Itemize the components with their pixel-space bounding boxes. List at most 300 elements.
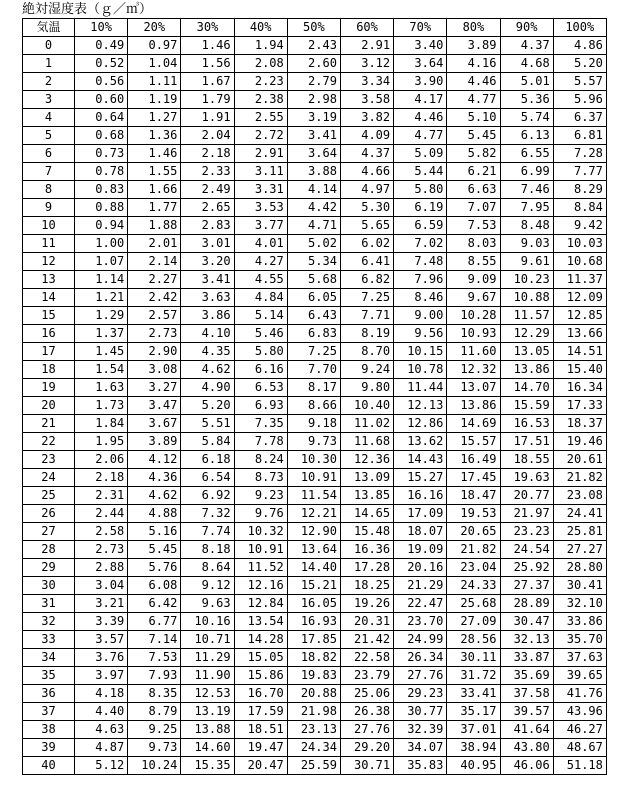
humidity-value-cell: 18.82 [287,649,340,667]
humidity-value-cell: 7.28 [553,145,606,163]
humidity-value-cell: 3.86 [181,307,234,325]
temperature-cell: 7 [23,163,75,181]
temperature-header: 気温 [23,19,75,37]
humidity-value-cell: 1.79 [181,91,234,109]
humidity-value-cell: 8.46 [394,289,447,307]
humidity-value-cell: 3.88 [287,163,340,181]
table-row [23,577,607,595]
humidity-value-cell: 8.17 [287,379,340,397]
humidity-value-cell: 4.86 [553,37,606,55]
humidity-header-cell: 10% [75,19,128,37]
temperature-cell: 19 [23,379,75,397]
humidity-value-cell: 1.77 [128,199,181,217]
humidity-value-cell: 17.09 [394,505,447,523]
humidity-value-cell: 0.64 [75,109,128,127]
humidity-value-cell: 3.08 [128,361,181,379]
temperature-cell: 33 [23,631,75,649]
humidity-value-cell: 5.84 [181,433,234,451]
humidity-value-cell: 9.09 [447,271,500,289]
humidity-value-cell: 4.40 [75,703,128,721]
humidity-value-cell: 18.47 [447,487,500,505]
humidity-value-cell: 4.01 [234,235,287,253]
humidity-value-cell: 11.02 [340,415,393,433]
temperature-cell: 27 [23,523,75,541]
humidity-value-cell: 4.36 [128,469,181,487]
humidity-value-cell: 0.68 [75,127,128,145]
temperature-cell: 28 [23,541,75,559]
humidity-value-cell: 32.10 [553,595,606,613]
humidity-value-cell: 4.90 [181,379,234,397]
humidity-value-cell: 13.09 [340,469,393,487]
humidity-value-cell: 7.96 [394,271,447,289]
humidity-value-cell: 3.34 [340,73,393,91]
temperature-cell: 18 [23,361,75,379]
humidity-value-cell: 24.54 [500,541,553,559]
humidity-value-cell: 15.57 [447,433,500,451]
humidity-value-cell: 2.91 [340,37,393,55]
humidity-value-cell: 4.37 [340,145,393,163]
table-row [23,397,607,415]
humidity-value-cell: 2.79 [287,73,340,91]
temperature-cell: 30 [23,577,75,595]
humidity-value-cell: 13.19 [181,703,234,721]
humidity-value-cell: 14.70 [500,379,553,397]
humidity-value-cell: 24.34 [287,739,340,757]
temperature-cell: 26 [23,505,75,523]
humidity-value-cell: 4.97 [340,181,393,199]
humidity-value-cell: 7.32 [181,505,234,523]
humidity-value-cell: 11.54 [287,487,340,505]
table-row [23,343,607,361]
humidity-value-cell: 14.43 [394,451,447,469]
humidity-value-cell: 1.55 [128,163,181,181]
humidity-value-cell: 23.13 [287,721,340,739]
table-row [23,289,607,307]
temperature-cell: 1 [23,55,75,73]
humidity-value-cell: 27.76 [340,721,393,739]
humidity-value-cell: 5.57 [553,73,606,91]
humidity-value-cell: 7.53 [128,649,181,667]
humidity-value-cell: 4.16 [447,55,500,73]
humidity-value-cell: 7.46 [500,181,553,199]
humidity-value-cell: 2.08 [234,55,287,73]
humidity-value-cell: 5.36 [500,91,553,109]
humidity-value-cell: 10.16 [181,613,234,631]
humidity-value-cell: 2.65 [181,199,234,217]
humidity-value-cell: 12.16 [234,577,287,595]
humidity-value-cell: 1.21 [75,289,128,307]
humidity-value-cell: 5.80 [394,181,447,199]
humidity-value-cell: 15.59 [500,397,553,415]
humidity-value-cell: 9.00 [394,307,447,325]
humidity-value-cell: 8.73 [234,469,287,487]
humidity-value-cell: 14.28 [234,631,287,649]
humidity-value-cell: 3.64 [394,55,447,73]
humidity-value-cell: 2.27 [128,271,181,289]
humidity-value-cell: 7.48 [394,253,447,271]
humidity-value-cell: 21.82 [553,469,606,487]
humidity-value-cell: 12.85 [553,307,606,325]
humidity-value-cell: 5.02 [287,235,340,253]
humidity-value-cell: 7.95 [500,199,553,217]
table-row [23,505,607,523]
humidity-value-cell: 9.25 [128,721,181,739]
table-row [23,199,607,217]
temperature-cell: 8 [23,181,75,199]
humidity-value-cell: 11.90 [181,667,234,685]
humidity-value-cell: 17.85 [287,631,340,649]
humidity-value-cell: 21.98 [287,703,340,721]
humidity-value-cell: 10.23 [500,271,553,289]
humidity-value-cell: 15.21 [287,577,340,595]
humidity-value-cell: 19.46 [553,433,606,451]
humidity-value-cell: 40.95 [447,757,500,775]
humidity-value-cell: 5.76 [128,559,181,577]
temperature-cell: 31 [23,595,75,613]
humidity-value-cell: 32.13 [500,631,553,649]
humidity-value-cell: 4.17 [394,91,447,109]
table-row [23,757,607,775]
humidity-value-cell: 0.97 [128,37,181,55]
humidity-value-cell: 5.20 [181,397,234,415]
humidity-value-cell: 14.65 [340,505,393,523]
humidity-value-cell: 2.06 [75,451,128,469]
temperature-cell: 21 [23,415,75,433]
humidity-value-cell: 27.37 [500,577,553,595]
humidity-value-cell: 16.93 [287,613,340,631]
table-row [23,685,607,703]
humidity-value-cell: 17.33 [553,397,606,415]
humidity-value-cell: 3.82 [340,109,393,127]
humidity-value-cell: 5.96 [553,91,606,109]
humidity-value-cell: 1.07 [75,253,128,271]
humidity-value-cell: 5.14 [234,307,287,325]
humidity-value-cell: 9.23 [234,487,287,505]
humidity-value-cell: 4.63 [75,721,128,739]
humidity-value-cell: 12.21 [287,505,340,523]
humidity-value-cell: 8.55 [447,253,500,271]
humidity-value-cell: 8.03 [447,235,500,253]
humidity-value-cell: 17.28 [340,559,393,577]
humidity-value-cell: 4.55 [234,271,287,289]
humidity-value-cell: 1.66 [128,181,181,199]
humidity-value-cell: 15.48 [340,523,393,541]
table-row [23,181,607,199]
humidity-value-cell: 9.42 [553,217,606,235]
humidity-value-cell: 20.65 [447,523,500,541]
humidity-value-cell: 2.42 [128,289,181,307]
humidity-value-cell: 3.20 [181,253,234,271]
humidity-value-cell: 2.38 [234,91,287,109]
humidity-value-cell: 12.84 [234,595,287,613]
table-row [23,487,607,505]
humidity-value-cell: 3.53 [234,199,287,217]
humidity-value-cell: 0.52 [75,55,128,73]
temperature-cell: 4 [23,109,75,127]
humidity-value-cell: 9.80 [340,379,393,397]
humidity-value-cell: 3.47 [128,397,181,415]
humidity-header-cell: 80% [447,19,500,37]
humidity-value-cell: 15.40 [553,361,606,379]
humidity-value-cell: 3.64 [287,145,340,163]
humidity-value-cell: 1.95 [75,433,128,451]
humidity-value-cell: 12.36 [340,451,393,469]
humidity-value-cell: 2.14 [128,253,181,271]
humidity-value-cell: 3.63 [181,289,234,307]
table-row [23,37,607,55]
humidity-value-cell: 25.68 [447,595,500,613]
humidity-value-cell: 9.56 [394,325,447,343]
humidity-value-cell: 20.31 [340,613,393,631]
humidity-value-cell: 6.21 [447,163,500,181]
humidity-value-cell: 1.19 [128,91,181,109]
humidity-value-cell: 7.74 [181,523,234,541]
humidity-value-cell: 10.15 [394,343,447,361]
humidity-value-cell: 15.05 [234,649,287,667]
humidity-value-cell: 13.86 [500,361,553,379]
humidity-value-cell: 25.06 [340,685,393,703]
humidity-value-cell: 23.08 [553,487,606,505]
humidity-value-cell: 43.80 [500,739,553,757]
table-row [23,469,607,487]
table-row [23,217,607,235]
humidity-value-cell: 8.66 [287,397,340,415]
humidity-value-cell: 2.57 [128,307,181,325]
humidity-value-cell: 5.30 [340,199,393,217]
humidity-value-cell: 4.46 [394,109,447,127]
humidity-value-cell: 1.73 [75,397,128,415]
humidity-value-cell: 30.77 [394,703,447,721]
humidity-value-cell: 10.88 [500,289,553,307]
humidity-value-cell: 13.64 [287,541,340,559]
table-row [23,235,607,253]
humidity-value-cell: 13.86 [447,397,500,415]
temperature-cell: 37 [23,703,75,721]
humidity-value-cell: 6.63 [447,181,500,199]
humidity-value-cell: 2.18 [181,145,234,163]
humidity-value-cell: 6.05 [287,289,340,307]
humidity-value-cell: 18.07 [394,523,447,541]
table-row [23,415,607,433]
humidity-header-cell: 50% [287,19,340,37]
temperature-cell: 22 [23,433,75,451]
humidity-value-cell: 3.21 [75,595,128,613]
humidity-value-cell: 4.71 [287,217,340,235]
humidity-value-cell: 7.70 [287,361,340,379]
humidity-value-cell: 0.56 [75,73,128,91]
humidity-value-cell: 17.51 [500,433,553,451]
temperature-cell: 38 [23,721,75,739]
humidity-value-cell: 10.68 [553,253,606,271]
table-row [23,91,607,109]
humidity-value-cell: 7.14 [128,631,181,649]
humidity-value-cell: 0.49 [75,37,128,55]
humidity-value-cell: 13.05 [500,343,553,361]
header-row [23,19,607,37]
humidity-value-cell: 39.65 [553,667,606,685]
humidity-value-cell: 1.67 [181,73,234,91]
humidity-value-cell: 21.29 [394,577,447,595]
humidity-header-cell: 60% [340,19,393,37]
humidity-value-cell: 8.29 [553,181,606,199]
table-row [23,613,607,631]
humidity-value-cell: 41.64 [500,721,553,739]
humidity-value-cell: 23.79 [340,667,393,685]
humidity-value-cell: 9.61 [500,253,553,271]
humidity-value-cell: 18.51 [234,721,287,739]
temperature-cell: 36 [23,685,75,703]
humidity-value-cell: 33.86 [553,613,606,631]
humidity-value-cell: 6.13 [500,127,553,145]
humidity-value-cell: 3.12 [340,55,393,73]
humidity-value-cell: 2.73 [128,325,181,343]
humidity-value-cell: 19.63 [500,469,553,487]
humidity-value-cell: 20.16 [394,559,447,577]
humidity-value-cell: 1.56 [181,55,234,73]
page-title: 絶対湿度表（ｇ／㎥） [22,2,153,17]
humidity-value-cell: 12.32 [447,361,500,379]
humidity-value-cell: 3.57 [75,631,128,649]
humidity-value-cell: 26.38 [340,703,393,721]
humidity-value-cell: 9.24 [340,361,393,379]
humidity-value-cell: 9.67 [447,289,500,307]
table-row [23,109,607,127]
humidity-value-cell: 24.99 [394,631,447,649]
humidity-value-cell: 21.82 [447,541,500,559]
humidity-value-cell: 29.20 [340,739,393,757]
humidity-value-cell: 6.59 [394,217,447,235]
humidity-value-cell: 3.40 [394,37,447,55]
humidity-value-cell: 2.49 [181,181,234,199]
table-row [23,163,607,181]
humidity-value-cell: 5.44 [394,163,447,181]
humidity-value-cell: 19.53 [447,505,500,523]
table-row [23,253,607,271]
humidity-value-cell: 23.70 [394,613,447,631]
table-row [23,145,607,163]
humidity-value-cell: 7.02 [394,235,447,253]
humidity-value-cell: 2.31 [75,487,128,505]
humidity-value-cell: 16.53 [500,415,553,433]
humidity-value-cell: 1.91 [181,109,234,127]
humidity-value-cell: 7.77 [553,163,606,181]
humidity-value-cell: 2.83 [181,217,234,235]
humidity-value-cell: 12.09 [553,289,606,307]
humidity-value-cell: 1.54 [75,361,128,379]
humidity-value-cell: 20.47 [234,757,287,775]
humidity-value-cell: 22.58 [340,649,393,667]
humidity-value-cell: 0.73 [75,145,128,163]
humidity-value-cell: 3.39 [75,613,128,631]
humidity-value-cell: 1.63 [75,379,128,397]
humidity-value-cell: 1.94 [234,37,287,55]
humidity-value-cell: 2.01 [128,235,181,253]
humidity-value-cell: 10.30 [287,451,340,469]
humidity-value-cell: 12.29 [500,325,553,343]
humidity-value-cell: 6.42 [128,595,181,613]
humidity-value-cell: 19.83 [287,667,340,685]
humidity-value-cell: 12.53 [181,685,234,703]
humidity-value-cell: 5.74 [500,109,553,127]
humidity-value-cell: 25.81 [553,523,606,541]
humidity-value-cell: 8.35 [128,685,181,703]
temperature-cell: 10 [23,217,75,235]
humidity-value-cell: 20.88 [287,685,340,703]
humidity-value-cell: 6.53 [234,379,287,397]
humidity-value-cell: 19.09 [394,541,447,559]
humidity-value-cell: 15.27 [394,469,447,487]
temperature-cell: 2 [23,73,75,91]
humidity-value-cell: 31.72 [447,667,500,685]
humidity-value-cell: 35.70 [553,631,606,649]
humidity-value-cell: 26.34 [394,649,447,667]
humidity-value-cell: 33.41 [447,685,500,703]
humidity-value-cell: 11.52 [234,559,287,577]
humidity-header-cell: 100% [553,19,606,37]
humidity-value-cell: 4.62 [128,487,181,505]
humidity-value-cell: 35.69 [500,667,553,685]
table-row [23,631,607,649]
humidity-value-cell: 11.37 [553,271,606,289]
temperature-cell: 15 [23,307,75,325]
humidity-header-cell: 90% [500,19,553,37]
humidity-value-cell: 13.85 [340,487,393,505]
humidity-value-cell: 25.59 [287,757,340,775]
humidity-value-cell: 15.86 [234,667,287,685]
humidity-value-cell: 0.78 [75,163,128,181]
humidity-value-cell: 3.97 [75,667,128,685]
temperature-cell: 32 [23,613,75,631]
humidity-value-cell: 9.73 [287,433,340,451]
humidity-value-cell: 10.91 [234,541,287,559]
humidity-value-cell: 12.90 [287,523,340,541]
table-row [23,433,607,451]
temperature-cell: 24 [23,469,75,487]
humidity-value-cell: 5.16 [128,523,181,541]
humidity-value-cell: 3.89 [447,37,500,55]
humidity-value-cell: 1.27 [128,109,181,127]
humidity-value-cell: 5.01 [500,73,553,91]
humidity-value-cell: 4.42 [287,199,340,217]
humidity-value-cell: 9.63 [181,595,234,613]
table-row [23,271,607,289]
humidity-value-cell: 11.68 [340,433,393,451]
temperature-cell: 5 [23,127,75,145]
humidity-value-cell: 2.44 [75,505,128,523]
humidity-header-cell: 20% [128,19,181,37]
humidity-value-cell: 18.37 [553,415,606,433]
humidity-value-cell: 5.45 [447,127,500,145]
humidity-value-cell: 4.77 [447,91,500,109]
humidity-value-cell: 1.29 [75,307,128,325]
table-row [23,703,607,721]
table-row [23,721,607,739]
humidity-value-cell: 5.20 [553,55,606,73]
humidity-value-cell: 5.68 [287,271,340,289]
humidity-value-cell: 8.19 [340,325,393,343]
humidity-value-cell: 24.41 [553,505,606,523]
temperature-cell: 20 [23,397,75,415]
humidity-value-cell: 4.27 [234,253,287,271]
humidity-value-cell: 1.45 [75,343,128,361]
humidity-value-cell: 4.09 [340,127,393,145]
humidity-value-cell: 4.14 [287,181,340,199]
humidity-value-cell: 2.18 [75,469,128,487]
humidity-value-cell: 15.35 [181,757,234,775]
humidity-value-cell: 11.29 [181,649,234,667]
humidity-value-cell: 0.88 [75,199,128,217]
humidity-header-cell: 40% [234,19,287,37]
